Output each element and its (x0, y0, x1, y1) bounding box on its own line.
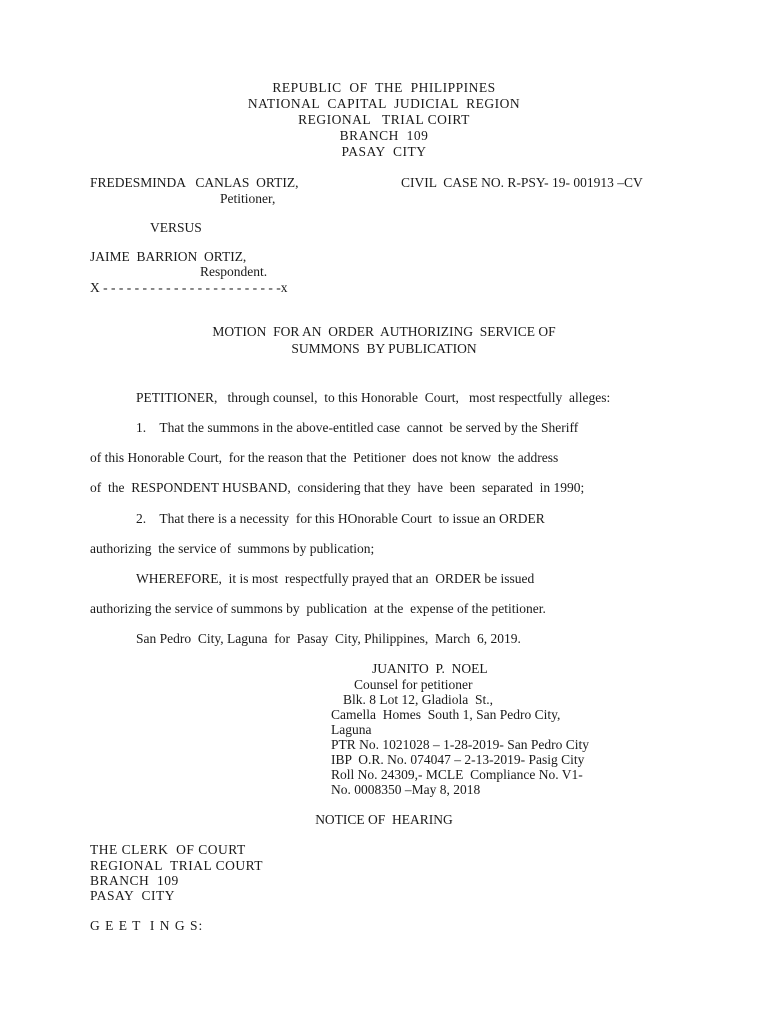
notice-greetings: G E E T I N G S: (90, 918, 204, 933)
counsel-ibp: IBP O.R. No. 074047 – 2-13-2019- Pasig City (331, 752, 585, 767)
petitioner-role: Petitioner, (220, 191, 276, 206)
counsel-roll: Roll No. 24309,- MCLE Compliance No. V1- (331, 767, 583, 782)
respondent-name: JAIME BARRION ORTIZ, (90, 249, 247, 264)
header-city: PASAY CITY (341, 144, 427, 159)
counsel-ptr: PTR No. 1021028 – 1-28-2019- San Pedro City (331, 737, 589, 752)
counsel-address-line1: Blk. 8 Lot 12, Gladiola St., (343, 692, 493, 707)
motion-title-line1: MOTION FOR AN ORDER AUTHORIZING SERVICE OF (212, 324, 556, 339)
counsel-address-line3: Laguna (331, 722, 372, 737)
allegation-1-line2: of this Honorable Court, for the reason that the Petitioner does not know the address (90, 450, 559, 465)
place-and-date: San Pedro City, Laguna for Pasay City, Philippines, March 6, 2019. (136, 631, 521, 646)
header-region: NATIONAL CAPITAL JUDICIAL REGION (247, 96, 521, 111)
notice-addressee-line3: BRANCH 109 (90, 873, 179, 888)
allegation-2-line2: authorizing the service of summons by publication; (90, 541, 375, 556)
notice-addressee-line4: PASAY CITY (90, 888, 176, 903)
header-court: REGIONAL TRIAL COIRT (298, 112, 470, 127)
prayer-line2: authorizing the service of summons by publication at the expense of the petitioner. (90, 601, 546, 616)
allegation-1-line1: 1. That the summons in the above-entitled case cannot be served by the Sheriff (136, 420, 579, 435)
counsel-role: Counsel for petitioner (354, 677, 473, 692)
notice-addressee-line2: REGIONAL TRIAL COURT (90, 858, 264, 873)
motion-title-line2: SUMMONS BY PUBLICATION (291, 341, 477, 356)
case-number: CIVIL CASE NO. R-PSY- 19- 001913 –CV (401, 175, 643, 190)
allegation-2-line1: 2. That there is a necessity for this HOnorable Court to issue an ORDER (136, 511, 545, 526)
header-branch: BRANCH 109 (339, 128, 429, 143)
notice-title: NOTICE OF HEARING (315, 812, 453, 827)
counsel-address-line2: Camella Homes South 1, San Pedro City, (331, 707, 561, 722)
header-republic: REPUBLIC OF THE PHILIPPINES (272, 80, 496, 95)
prayer-line1: WHEREFORE, it is most respectfully prayed that an ORDER be issued (136, 571, 535, 586)
versus-label: VERSUS (150, 220, 202, 235)
petitioner-name: FREDESMINDA CANLAS ORTIZ, (90, 175, 299, 190)
caption-separator: X - - - - - - - - - - - - - - - - - - - - - - -x (90, 280, 288, 295)
counsel-name: JUANITO P. NOEL (372, 661, 488, 676)
counsel-mcle: No. 0008350 –May 8, 2018 (331, 782, 481, 797)
notice-addressee-line1: THE CLERK OF COURT (90, 842, 246, 857)
allegation-1-line3: of the RESPONDENT HUSBAND, considering that they have been separated in 1990; (90, 480, 585, 495)
respondent-role: Respondent. (200, 264, 268, 279)
intro-paragraph: PETITIONER, through counsel, to this Honorable Court, most respectfully alleges: (136, 390, 611, 405)
